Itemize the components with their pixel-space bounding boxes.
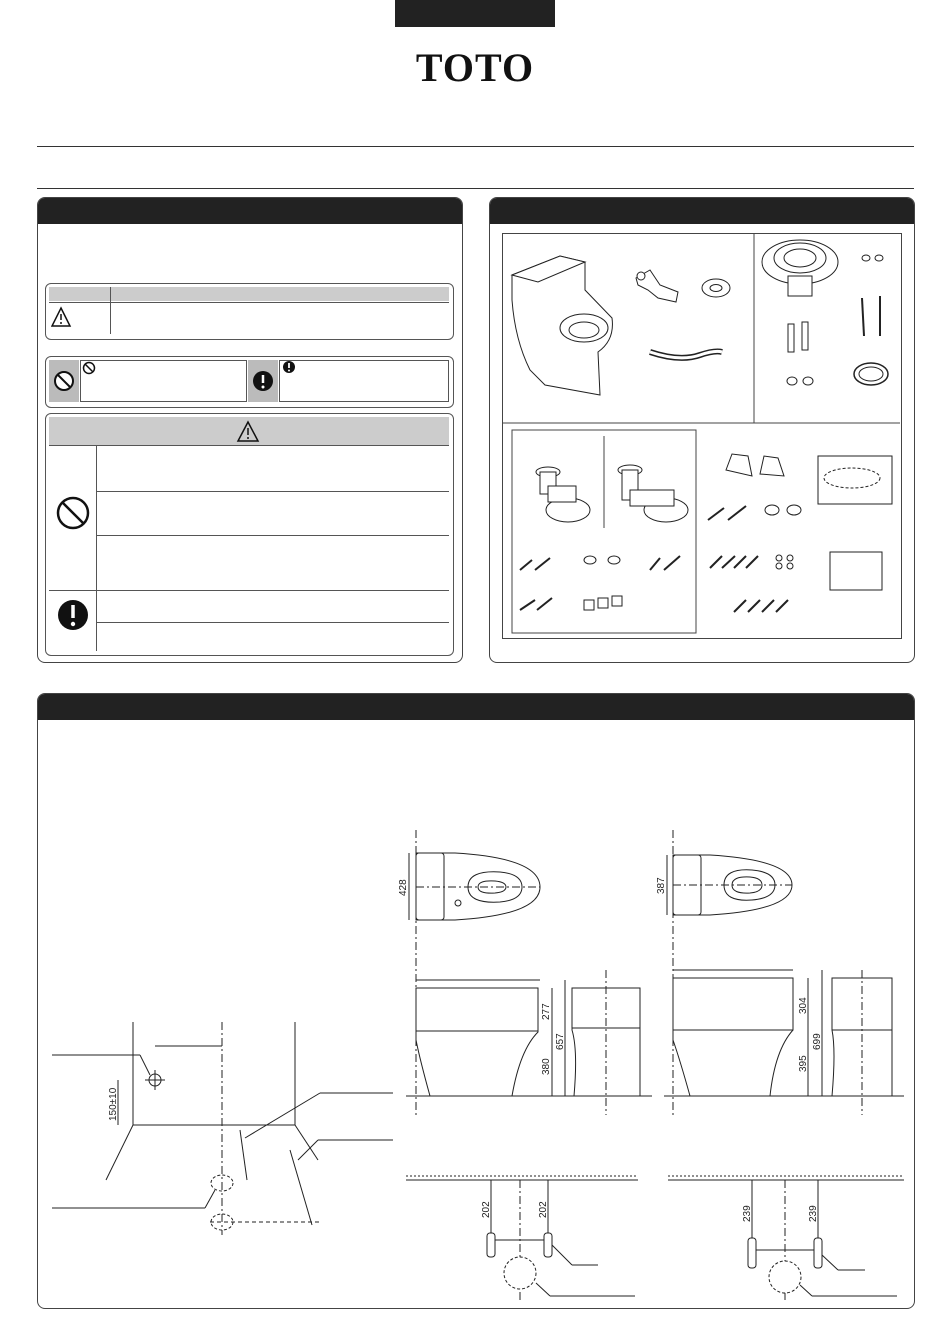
left-bowl-height: 380 <box>541 1058 552 1075</box>
supply-layout-diagram <box>52 1022 393 1235</box>
supply-height-label: 150±10 <box>108 1087 119 1121</box>
right-wall-distance-b: 239 <box>808 1205 819 1222</box>
right-wall-layout <box>668 1176 904 1300</box>
right-bowl-height: 395 <box>798 1055 809 1072</box>
right-model-side-view <box>673 978 892 1096</box>
left-wall-distance-b: 202 <box>538 1201 549 1218</box>
toto-logo: TOTO <box>415 45 535 90</box>
left-wall-layout <box>406 1176 638 1300</box>
left-tank-height: 277 <box>541 1003 552 1020</box>
left-total-height: 657 <box>555 1033 566 1050</box>
right-top-depth: 387 <box>656 877 667 894</box>
left-wall-distance-a: 202 <box>481 1201 492 1218</box>
right-total-height: 699 <box>812 1033 823 1050</box>
right-wall-distance-a: 239 <box>742 1205 753 1222</box>
left-top-depth: 428 <box>398 879 409 896</box>
right-tank-height: 304 <box>798 997 809 1014</box>
